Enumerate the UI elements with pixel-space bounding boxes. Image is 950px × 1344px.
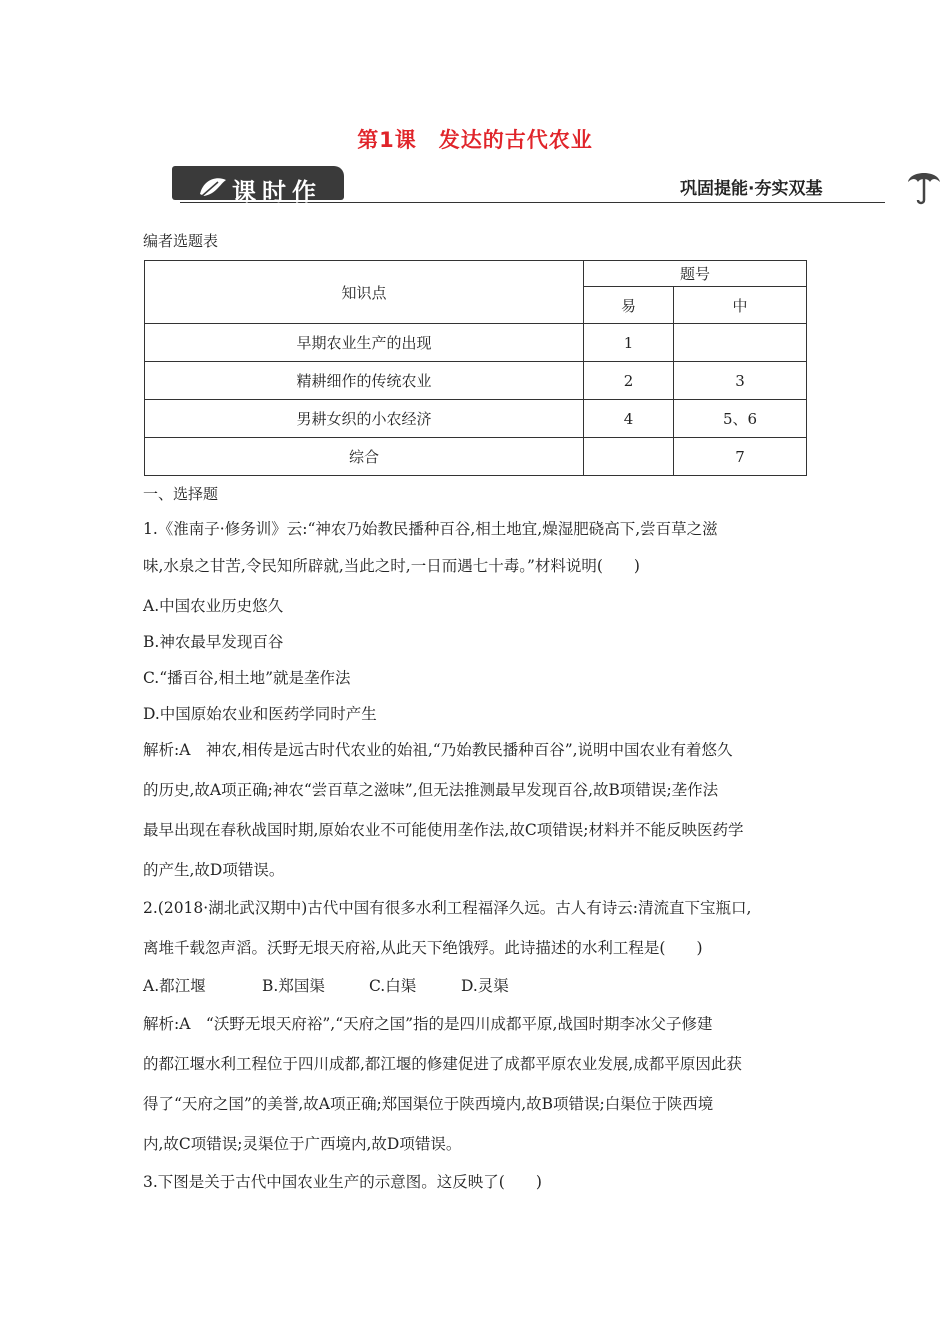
umbrella-icon bbox=[906, 166, 942, 206]
question-1-explanation-line-2: 的历史,故A项正确;神农“尝百草之滋味”,但无法推测最早发现百谷,故B项错误;垄作法 bbox=[143, 781, 719, 799]
question-1-option-b: B.神农最早发现百谷 bbox=[143, 633, 284, 651]
header-medium: 中 bbox=[674, 287, 807, 324]
question-2-explanation-line-1: 解析:A “沃野无垠天府裕”,“天府之国”指的是四川成都平原,战国时期李冰父子修建 bbox=[143, 1015, 713, 1033]
banner-left-label: 课时作业 bbox=[232, 178, 322, 241]
banner-logo bbox=[172, 166, 344, 241]
header-question-number: 题号 bbox=[584, 261, 807, 287]
question-2-option-d: D.灵渠 bbox=[461, 977, 509, 995]
question-1-option-d: D.中国原始农业和医药学同时产生 bbox=[143, 705, 377, 723]
section-heading: 一、选择题 bbox=[143, 485, 219, 503]
question-1-option-c: C.“播百谷,相土地”就是垄作法 bbox=[143, 669, 351, 687]
leaf-icon bbox=[198, 174, 228, 200]
medium-cell bbox=[674, 324, 807, 362]
table-caption: 编者选题表 bbox=[143, 232, 219, 250]
medium-cell: 7 bbox=[674, 438, 807, 476]
question-selection-table bbox=[144, 260, 807, 476]
question-1-explanation-line-1: 解析:A 神农,相传是远古时代农业的始祖,“乃始教民播种百谷”,说明中国农业有着悠久 bbox=[143, 741, 733, 759]
table-row bbox=[145, 438, 807, 476]
question-1-option-a: A.中国农业历史悠久 bbox=[143, 597, 284, 615]
header-easy: 易 bbox=[584, 287, 674, 324]
question-2-option-a: A.都江堰 bbox=[143, 977, 206, 995]
table-row bbox=[145, 362, 807, 400]
question-1-explanation-line-3: 最早出现在春秋战国时期,原始农业不可能使用垄作法,故C项错误;材料并不能反映医药学 bbox=[143, 821, 744, 839]
question-2-stem-line-1: 2.(2018·湖北武汉期中)古代中国有很多水利工程福泽久远。古人有诗云:清流直下宝瓶口, bbox=[143, 899, 752, 917]
page-title: 第1课 发达的古代农业 bbox=[357, 128, 593, 152]
topic-cell: 精耕细作的传统农业 bbox=[145, 362, 584, 400]
question-1-stem-line-2: 味,水泉之甘苦,令民知所辟就,当此之时,一日而遇七十毒。”材料说明( ) bbox=[143, 557, 640, 575]
question-2-stem-line-2: 离堆千载忽声滔。沃野无垠天府裕,从此天下绝饿殍。此诗描述的水利工程是( ) bbox=[143, 939, 703, 957]
table-row bbox=[145, 400, 807, 438]
header-knowledge: 知识点 bbox=[145, 261, 584, 324]
question-2-explanation-line-2: 的都江堰水利工程位于四川成都,都江堰的修建促进了成都平原农业发展,成都平原因此获 bbox=[143, 1055, 742, 1073]
question-2-explanation-line-4: 内,故C项错误;灵渠位于广西境内,故D项错误。 bbox=[143, 1135, 462, 1153]
easy-cell: 4 bbox=[584, 400, 674, 438]
topic-cell: 男耕女织的小农经济 bbox=[145, 400, 584, 438]
question-2-option-b: B.郑国渠 bbox=[262, 977, 325, 995]
easy-cell bbox=[584, 438, 674, 476]
easy-cell: 1 bbox=[584, 324, 674, 362]
table-row bbox=[145, 324, 807, 362]
question-1-explanation-line-4: 的产生,故D项错误。 bbox=[143, 861, 285, 879]
medium-cell: 3 bbox=[674, 362, 807, 400]
topic-cell: 综合 bbox=[145, 438, 584, 476]
medium-cell: 5、6 bbox=[674, 400, 807, 438]
question-2-explanation-line-3: 得了“天府之国”的美誉,故A项正确;郑国渠位于陕西境内,故B项错误;白渠位于陕西境 bbox=[143, 1095, 714, 1113]
question-3-stem-line-1: 3.下图是关于古代中国农业生产的示意图。这反映了( ) bbox=[143, 1173, 542, 1191]
homework-banner bbox=[150, 162, 945, 241]
question-1-stem-line-1: 1.《淮南子·修务训》云:“神农乃始教民播种百谷,相土地宜,燥湿肥硗高下,尝百草之滋 bbox=[143, 520, 718, 538]
easy-cell: 2 bbox=[584, 362, 674, 400]
question-2-option-c: C.白渠 bbox=[369, 977, 417, 995]
topic-cell: 早期农业生产的出现 bbox=[145, 324, 584, 362]
banner-right-label: 巩固提能·夯实双基 bbox=[680, 179, 823, 199]
